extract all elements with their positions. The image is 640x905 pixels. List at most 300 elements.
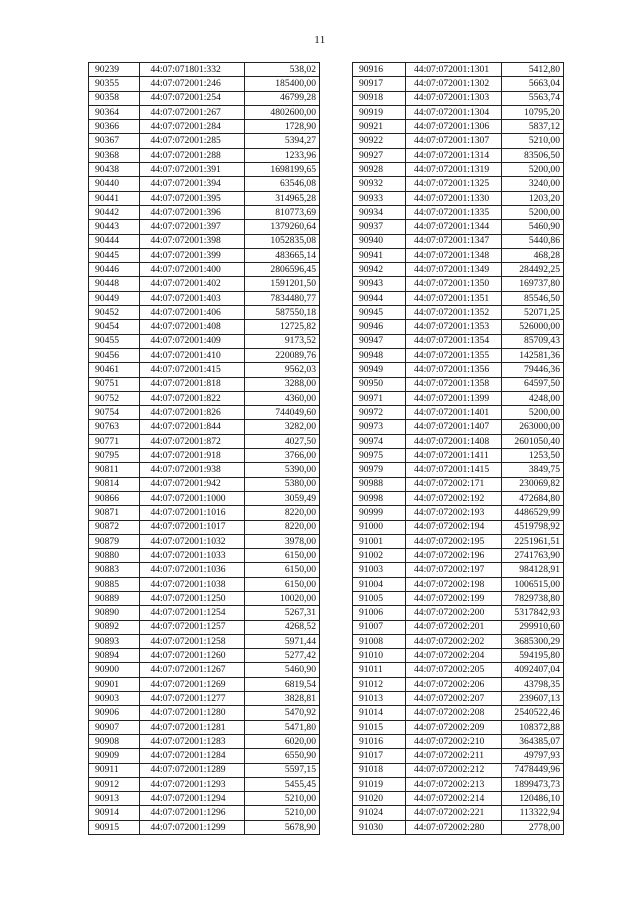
row-code-cell: 90916 — [353, 63, 406, 77]
value-cell: 594195,80 — [502, 649, 564, 663]
table-row — [353, 806, 564, 820]
value-cell: 5317842,93 — [502, 606, 564, 620]
row-code-cell: 90885 — [89, 577, 140, 591]
row-code-cell: 90367 — [89, 134, 140, 148]
cadastral-number-cell: 44:07:072001:284 — [140, 120, 245, 134]
row-code-cell: 90894 — [89, 649, 140, 663]
cadastral-number-cell: 44:07:072001:872 — [140, 434, 245, 448]
row-code-cell: 90933 — [353, 191, 406, 205]
table-row — [353, 749, 564, 763]
cadastral-number-cell: 44:07:072001:1348 — [406, 248, 502, 262]
row-code-cell: 90751 — [89, 377, 140, 391]
table-row — [353, 406, 564, 420]
cadastral-number-cell: 44:07:072001:398 — [140, 234, 245, 248]
row-code-cell: 90948 — [353, 348, 406, 362]
row-code-cell: 90443 — [89, 220, 140, 234]
table-row — [89, 434, 320, 448]
table-row — [353, 506, 564, 520]
table-row — [89, 177, 320, 191]
row-code-cell: 90922 — [353, 134, 406, 148]
cadastral-number-cell: 44:07:072001:1281 — [140, 720, 245, 734]
row-code-cell: 90949 — [353, 363, 406, 377]
table-row — [89, 549, 320, 563]
cadastral-number-cell: 44:07:072001:1289 — [140, 763, 245, 777]
row-code-cell: 91008 — [353, 634, 406, 648]
table-row — [89, 792, 320, 806]
cadastral-number-cell: 44:07:072001:826 — [140, 406, 245, 420]
cadastral-number-cell: 44:07:072001:1347 — [406, 234, 502, 248]
cadastral-number-cell: 44:07:072001:1250 — [140, 591, 245, 605]
table-row — [353, 792, 564, 806]
cadastral-number-cell: 44:07:072002:207 — [406, 692, 502, 706]
cadastral-number-cell: 44:07:072001:1325 — [406, 177, 502, 191]
row-code-cell: 90442 — [89, 205, 140, 219]
row-code-cell: 90811 — [89, 463, 140, 477]
cadastral-number-cell: 44:07:072001:1299 — [140, 820, 245, 834]
table-row — [89, 63, 320, 77]
value-cell: 1006515,00 — [502, 577, 564, 591]
table-row — [353, 620, 564, 634]
row-code-cell: 91011 — [353, 663, 406, 677]
table-row — [353, 177, 564, 191]
row-code-cell: 90883 — [89, 563, 140, 577]
table-row — [353, 692, 564, 706]
row-code-cell: 90446 — [89, 263, 140, 277]
cadastral-number-cell: 44:07:072001:1307 — [406, 134, 502, 148]
cadastral-number-cell: 44:07:072001:1349 — [406, 263, 502, 277]
cadastral-number-cell: 44:07:072002:213 — [406, 777, 502, 791]
cadastral-number-cell: 44:07:072001:1294 — [140, 792, 245, 806]
value-cell: 4519798,92 — [502, 520, 564, 534]
table-row — [89, 449, 320, 463]
cadastral-number-cell: 44:07:072001:1032 — [140, 534, 245, 548]
row-code-cell: 90945 — [353, 306, 406, 320]
cadastral-number-cell: 44:07:072001:1352 — [406, 306, 502, 320]
cadastral-number-cell: 44:07:072001:1350 — [406, 277, 502, 291]
row-code-cell: 91018 — [353, 763, 406, 777]
row-code-cell: 90771 — [89, 434, 140, 448]
table-row — [353, 477, 564, 491]
row-code-cell: 90239 — [89, 63, 140, 77]
table-row — [89, 363, 320, 377]
table-row — [353, 491, 564, 505]
value-cell: 284492,25 — [502, 263, 564, 277]
row-code-cell: 90972 — [353, 406, 406, 420]
value-cell: 4248,00 — [502, 391, 564, 405]
value-cell: 5455,45 — [245, 777, 320, 791]
value-cell: 49797,93 — [502, 749, 564, 763]
value-cell: 10020,00 — [245, 591, 320, 605]
value-cell: 12725,82 — [245, 320, 320, 334]
table-row — [353, 91, 564, 105]
row-code-cell: 90974 — [353, 434, 406, 448]
value-cell: 9173,52 — [245, 334, 320, 348]
row-code-cell: 90901 — [89, 677, 140, 691]
cadastral-number-cell: 44:07:072001:1330 — [406, 191, 502, 205]
row-code-cell: 90917 — [353, 77, 406, 91]
value-cell: 984128,91 — [502, 563, 564, 577]
cadastral-number-cell: 44:07:072001:1000 — [140, 491, 245, 505]
cadastral-number-cell: 44:07:072001:1304 — [406, 105, 502, 119]
value-cell: 2540522,46 — [502, 706, 564, 720]
table-row — [89, 520, 320, 534]
cadastral-number-cell: 44:07:072002:192 — [406, 491, 502, 505]
row-code-cell: 90366 — [89, 120, 140, 134]
cadastral-number-cell: 44:07:072001:1354 — [406, 334, 502, 348]
row-code-cell: 91020 — [353, 792, 406, 806]
table-row — [89, 649, 320, 663]
value-cell: 4486529,99 — [502, 506, 564, 520]
row-code-cell: 90971 — [353, 391, 406, 405]
cadastral-number-cell: 44:07:072001:1302 — [406, 77, 502, 91]
cadastral-number-cell: 44:07:072001:1269 — [140, 677, 245, 691]
row-code-cell: 90999 — [353, 506, 406, 520]
row-code-cell: 90928 — [353, 163, 406, 177]
row-code-cell: 90903 — [89, 692, 140, 706]
cadastral-number-cell: 44:07:072001:415 — [140, 363, 245, 377]
row-code-cell: 90454 — [89, 320, 140, 334]
cadastral-number-cell: 44:07:072002:197 — [406, 563, 502, 577]
value-cell: 5678,90 — [245, 820, 320, 834]
value-cell: 220089,76 — [245, 348, 320, 362]
table-row — [353, 763, 564, 777]
table-row — [89, 763, 320, 777]
row-code-cell: 91005 — [353, 591, 406, 605]
row-code-cell: 90752 — [89, 391, 140, 405]
table-row — [89, 148, 320, 162]
row-code-cell: 91004 — [353, 577, 406, 591]
value-cell: 3288,00 — [245, 377, 320, 391]
value-cell: 4360,00 — [245, 391, 320, 405]
value-cell: 113322,94 — [502, 806, 564, 820]
table-row — [353, 449, 564, 463]
value-cell: 1379260,64 — [245, 220, 320, 234]
row-code-cell: 91002 — [353, 549, 406, 563]
table-row — [353, 263, 564, 277]
row-code-cell: 90908 — [89, 734, 140, 748]
cadastral-number-cell: 44:07:072002:198 — [406, 577, 502, 591]
row-code-cell: 91003 — [353, 563, 406, 577]
cadastral-number-cell: 44:07:072001:1407 — [406, 420, 502, 434]
value-cell: 6020,00 — [245, 734, 320, 748]
cadastral-number-cell: 44:07:072001:1017 — [140, 520, 245, 534]
cadastral-number-cell: 44:07:072001:1344 — [406, 220, 502, 234]
table-row — [353, 348, 564, 362]
value-cell: 6150,00 — [245, 549, 320, 563]
cadastral-number-cell: 44:07:072001:1356 — [406, 363, 502, 377]
cadastral-number-cell: 44:07:072002:211 — [406, 749, 502, 763]
row-code-cell: 91016 — [353, 734, 406, 748]
value-cell: 142581,36 — [502, 348, 564, 362]
row-code-cell: 90754 — [89, 406, 140, 420]
row-code-cell: 90892 — [89, 620, 140, 634]
cadastral-number-cell: 44:07:072002:200 — [406, 606, 502, 620]
value-cell: 5200,00 — [502, 205, 564, 219]
table-row — [89, 477, 320, 491]
value-cell: 5563,74 — [502, 91, 564, 105]
table-row — [353, 334, 564, 348]
value-cell: 3059,49 — [245, 491, 320, 505]
table-row — [89, 348, 320, 362]
cadastral-number-cell: 44:07:072001:1277 — [140, 692, 245, 706]
table-row — [353, 205, 564, 219]
row-code-cell: 90946 — [353, 320, 406, 334]
table-row — [89, 806, 320, 820]
value-cell: 4092407,04 — [502, 663, 564, 677]
cadastral-number-cell: 44:07:072002:214 — [406, 792, 502, 806]
value-cell: 7834480,77 — [245, 291, 320, 305]
row-code-cell: 90906 — [89, 706, 140, 720]
value-cell: 83506,50 — [502, 148, 564, 162]
cadastral-number-cell: 44:07:072001:1399 — [406, 391, 502, 405]
table-row — [353, 563, 564, 577]
row-code-cell: 90950 — [353, 377, 406, 391]
value-cell: 3766,00 — [245, 449, 320, 463]
value-cell: 6819,54 — [245, 677, 320, 691]
value-cell: 6150,00 — [245, 563, 320, 577]
value-cell: 7829738,80 — [502, 591, 564, 605]
table-row — [353, 520, 564, 534]
value-cell: 5837,12 — [502, 120, 564, 134]
cadastral-number-cell: 44:07:072001:1408 — [406, 434, 502, 448]
table-row — [353, 63, 564, 77]
cadastral-number-cell: 44:07:072002:199 — [406, 591, 502, 605]
row-code-cell: 90890 — [89, 606, 140, 620]
value-cell: 5470,92 — [245, 706, 320, 720]
row-code-cell: 90889 — [89, 591, 140, 605]
row-code-cell: 91015 — [353, 720, 406, 734]
table-row — [353, 134, 564, 148]
row-code-cell: 90893 — [89, 634, 140, 648]
table-row — [89, 677, 320, 691]
row-code-cell: 90866 — [89, 491, 140, 505]
value-cell: 3240,00 — [502, 177, 564, 191]
value-cell: 5210,00 — [245, 806, 320, 820]
value-cell: 5200,00 — [502, 163, 564, 177]
table-row — [353, 306, 564, 320]
cadastral-number-cell: 44:07:072001:1301 — [406, 63, 502, 77]
value-cell: 43798,35 — [502, 677, 564, 691]
table-row — [89, 205, 320, 219]
table-row — [353, 634, 564, 648]
row-code-cell: 91001 — [353, 534, 406, 548]
cadastral-number-cell: 44:07:072002:194 — [406, 520, 502, 534]
row-code-cell: 90914 — [89, 806, 140, 820]
row-code-cell: 90927 — [353, 148, 406, 162]
table-row — [353, 320, 564, 334]
table-row — [89, 692, 320, 706]
cadastral-number-cell: 44:07:072001:288 — [140, 148, 245, 162]
table-row — [89, 248, 320, 262]
cadastral-number-cell: 44:07:072001:1267 — [140, 663, 245, 677]
row-code-cell: 90911 — [89, 763, 140, 777]
row-code-cell: 90445 — [89, 248, 140, 262]
table-row — [89, 563, 320, 577]
value-cell: 538,02 — [245, 63, 320, 77]
row-code-cell: 90355 — [89, 77, 140, 91]
row-code-cell: 90871 — [89, 506, 140, 520]
value-cell: 5440,86 — [502, 234, 564, 248]
value-cell: 85546,50 — [502, 291, 564, 305]
value-cell: 5663,04 — [502, 77, 564, 91]
table-row — [353, 420, 564, 434]
value-cell: 5380,00 — [245, 477, 320, 491]
cadastral-table-left — [88, 62, 320, 835]
cadastral-number-cell: 44:07:072001:396 — [140, 205, 245, 219]
cadastral-number-cell: 44:07:072001:403 — [140, 291, 245, 305]
table-row — [89, 620, 320, 634]
table-row — [89, 134, 320, 148]
cadastral-table-right — [352, 62, 564, 835]
value-cell: 108372,88 — [502, 720, 564, 734]
table-row — [89, 263, 320, 277]
row-code-cell: 91019 — [353, 777, 406, 791]
value-cell: 1728,90 — [245, 120, 320, 134]
value-cell: 79446,36 — [502, 363, 564, 377]
table-row — [353, 148, 564, 162]
cadastral-number-cell: 44:07:072002:209 — [406, 720, 502, 734]
value-cell: 1203,20 — [502, 191, 564, 205]
table-row — [89, 591, 320, 605]
table-row — [353, 191, 564, 205]
cadastral-number-cell: 44:07:072001:399 — [140, 248, 245, 262]
table-row — [89, 220, 320, 234]
row-code-cell: 90979 — [353, 463, 406, 477]
table-row — [353, 220, 564, 234]
cadastral-number-cell: 44:07:072001:254 — [140, 91, 245, 105]
row-code-cell: 91017 — [353, 749, 406, 763]
row-code-cell: 90440 — [89, 177, 140, 191]
value-cell: 1899473,73 — [502, 777, 564, 791]
value-cell: 5267,31 — [245, 606, 320, 620]
cadastral-number-cell: 44:07:072001:1284 — [140, 749, 245, 763]
value-cell: 1591201,50 — [245, 277, 320, 291]
value-cell: 46799,28 — [245, 91, 320, 105]
table-row — [353, 277, 564, 291]
value-cell: 810773,69 — [245, 205, 320, 219]
row-code-cell: 90907 — [89, 720, 140, 734]
row-code-cell: 90919 — [353, 105, 406, 119]
table-row — [89, 277, 320, 291]
value-cell: 5277,42 — [245, 649, 320, 663]
table-row — [353, 291, 564, 305]
table-row — [353, 591, 564, 605]
table-row — [89, 706, 320, 720]
value-cell: 1052835,08 — [245, 234, 320, 248]
value-cell: 3849,75 — [502, 463, 564, 477]
cadastral-number-cell: 44:07:072001:1033 — [140, 549, 245, 563]
cadastral-number-cell: 44:07:072001:394 — [140, 177, 245, 191]
value-cell: 4027,50 — [245, 434, 320, 448]
cadastral-number-cell: 44:07:072001:1254 — [140, 606, 245, 620]
row-code-cell: 90975 — [353, 449, 406, 463]
table-row — [353, 120, 564, 134]
table-row — [353, 734, 564, 748]
row-code-cell: 91010 — [353, 649, 406, 663]
cadastral-number-cell: 44:07:072002:193 — [406, 506, 502, 520]
cadastral-number-cell: 44:07:072001:1038 — [140, 577, 245, 591]
table-row — [89, 406, 320, 420]
table-row — [353, 77, 564, 91]
table-row — [89, 734, 320, 748]
table-row — [89, 506, 320, 520]
cadastral-number-cell: 44:07:072001:402 — [140, 277, 245, 291]
cadastral-number-cell: 44:07:072001:1260 — [140, 649, 245, 663]
row-code-cell: 90973 — [353, 420, 406, 434]
table-row — [89, 163, 320, 177]
value-cell: 744049,60 — [245, 406, 320, 420]
table-row — [89, 663, 320, 677]
value-cell: 314965,28 — [245, 191, 320, 205]
value-cell: 5597,15 — [245, 763, 320, 777]
table-row — [353, 434, 564, 448]
value-cell: 3828,81 — [245, 692, 320, 706]
cadastral-number-cell: 44:07:072002:210 — [406, 734, 502, 748]
value-cell: 364385,07 — [502, 734, 564, 748]
table-row — [89, 749, 320, 763]
row-code-cell: 90998 — [353, 491, 406, 505]
value-cell: 169737,80 — [502, 277, 564, 291]
cadastral-number-cell: 44:07:072001:844 — [140, 420, 245, 434]
row-code-cell: 90915 — [89, 820, 140, 834]
table-row — [89, 491, 320, 505]
value-cell: 3685300,29 — [502, 634, 564, 648]
row-code-cell: 90940 — [353, 234, 406, 248]
table-row — [89, 306, 320, 320]
cadastral-number-cell: 44:07:072002:221 — [406, 806, 502, 820]
row-code-cell: 90880 — [89, 549, 140, 563]
value-cell: 3282,00 — [245, 420, 320, 434]
value-cell: 6550,90 — [245, 749, 320, 763]
cadastral-number-cell: 44:07:072002:206 — [406, 677, 502, 691]
cadastral-number-cell: 44:07:071801:332 — [140, 63, 245, 77]
value-cell: 2251961,51 — [502, 534, 564, 548]
cadastral-number-cell: 44:07:072002:204 — [406, 649, 502, 663]
value-cell: 63546,08 — [245, 177, 320, 191]
value-cell: 5210,00 — [245, 792, 320, 806]
value-cell: 230069,82 — [502, 477, 564, 491]
value-cell: 5394,27 — [245, 134, 320, 148]
value-cell: 526000,00 — [502, 320, 564, 334]
cadastral-number-cell: 44:07:072001:1358 — [406, 377, 502, 391]
row-code-cell: 90763 — [89, 420, 140, 434]
table-row — [353, 577, 564, 591]
row-code-cell: 90941 — [353, 248, 406, 262]
table-row — [353, 820, 564, 834]
value-cell: 185400,00 — [245, 77, 320, 91]
table-row — [89, 91, 320, 105]
table-row — [89, 634, 320, 648]
table-row — [89, 120, 320, 134]
row-code-cell: 90943 — [353, 277, 406, 291]
table-row — [89, 420, 320, 434]
value-cell: 263000,00 — [502, 420, 564, 434]
table-row — [353, 391, 564, 405]
value-cell: 299910,60 — [502, 620, 564, 634]
table-row — [89, 606, 320, 620]
row-code-cell: 90461 — [89, 363, 140, 377]
table-row — [353, 105, 564, 119]
cadastral-number-cell: 44:07:072002:195 — [406, 534, 502, 548]
table-row — [353, 606, 564, 620]
cadastral-number-cell: 44:07:072002:212 — [406, 763, 502, 777]
row-code-cell: 91012 — [353, 677, 406, 691]
table-row — [89, 320, 320, 334]
row-code-cell: 90438 — [89, 163, 140, 177]
value-cell: 5971,44 — [245, 634, 320, 648]
table-row — [353, 248, 564, 262]
value-cell: 5210,00 — [502, 134, 564, 148]
